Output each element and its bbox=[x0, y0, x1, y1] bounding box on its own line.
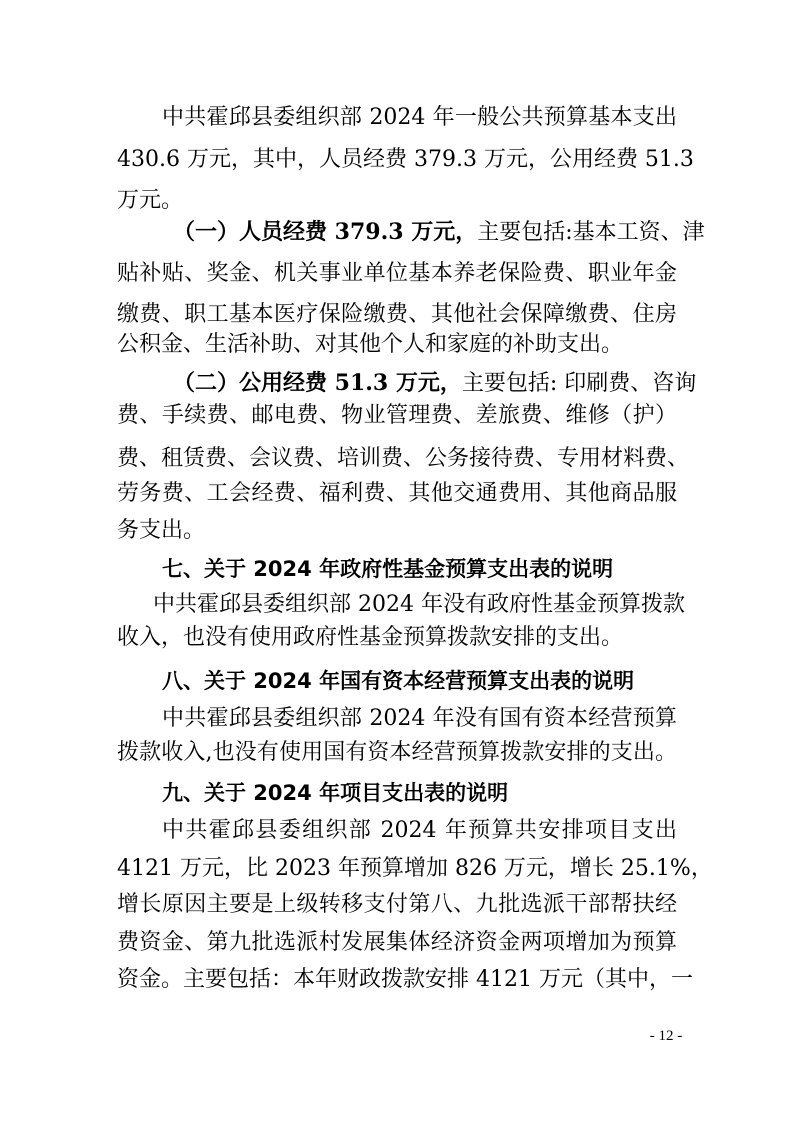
body-text-line: 4121 万元，比 2023 年预算增加 826 万元，增长 25.1%， bbox=[117, 856, 713, 881]
page-number: - 12 - bbox=[649, 1028, 683, 1044]
body-text-line: 增长原因主要是上级转移支付第八、九批选派干部帮扶经 bbox=[117, 892, 677, 917]
body-text-segment: 主要包括:基本工资、津 bbox=[477, 220, 705, 245]
section-heading: 九、关于 2024 年项目支出表的说明 bbox=[162, 781, 509, 805]
body-text-line: 中共霍邱县委组织部 2024 年没有国有资本经营预算 bbox=[162, 706, 677, 731]
body-text-line: 公积金、生活补助、对其他个人和家庭的补助支出。 bbox=[117, 332, 624, 357]
body-text-line: 拨款收入,也没有使用国有资本经营预算拨款安排的支出。 bbox=[117, 740, 677, 765]
body-text-line: 中共霍邱县委组织部 2024 年一般公共预算基本支出 bbox=[162, 105, 677, 130]
body-text-line: 费资金、第九批选派村发展集体经济资金两项增加为预算 bbox=[117, 930, 677, 955]
body-text-segment: 主要包括: 印刷费、咨询 bbox=[461, 371, 697, 396]
body-text-line: 缴费、职工基本医疗保险缴费、其他社会保障缴费、住房 bbox=[117, 302, 677, 327]
body-text-line: 资金。主要包括：本年财政拨款安排 4121 万元（其中，一 bbox=[117, 967, 693, 992]
body-text-line: 中共霍邱县委组织部 2024 年没有政府性基金预算拨款 bbox=[153, 592, 685, 617]
body-text-line: 贴补贴、奖金、机关事业单位基本养老保险费、职业年金 bbox=[117, 261, 677, 286]
body-text-line: 中共霍邱县委组织部 2024 年预算共安排项目支出 bbox=[162, 818, 677, 843]
section-heading: 七、关于 2024 年政府性基金预算支出表的说明 bbox=[162, 557, 614, 581]
body-text-line bbox=[173, 213, 705, 251]
section-lead-bold: （一）人员经费 379.3 万元， bbox=[173, 219, 478, 245]
body-text-line: 费、租赁费、会议费、培训费、公务接待费、专用材料费、 bbox=[117, 446, 690, 471]
body-text-line: 劳务费、工会经费、福利费、其他交通费用、其他商品服 bbox=[117, 481, 677, 506]
body-text-line: 万元。 bbox=[117, 188, 184, 213]
body-text-line: 收入，也没有使用政府性基金预算拨款安排的支出。 bbox=[117, 625, 624, 650]
body-text-line: 费、手续费、邮电费、物业管理费、差旅费、维修（护） bbox=[117, 403, 677, 428]
body-text-line: 务支出。 bbox=[117, 518, 206, 543]
body-text-line: 430.6 万元，其中，人员经费 379.3 万元，公用经费 51.3 bbox=[117, 147, 694, 172]
section-heading: 八、关于 2024 年国有资本经营预算支出表的说明 bbox=[162, 669, 635, 693]
section-lead-bold: （二）公用经费 51.3 万元， bbox=[173, 370, 462, 396]
